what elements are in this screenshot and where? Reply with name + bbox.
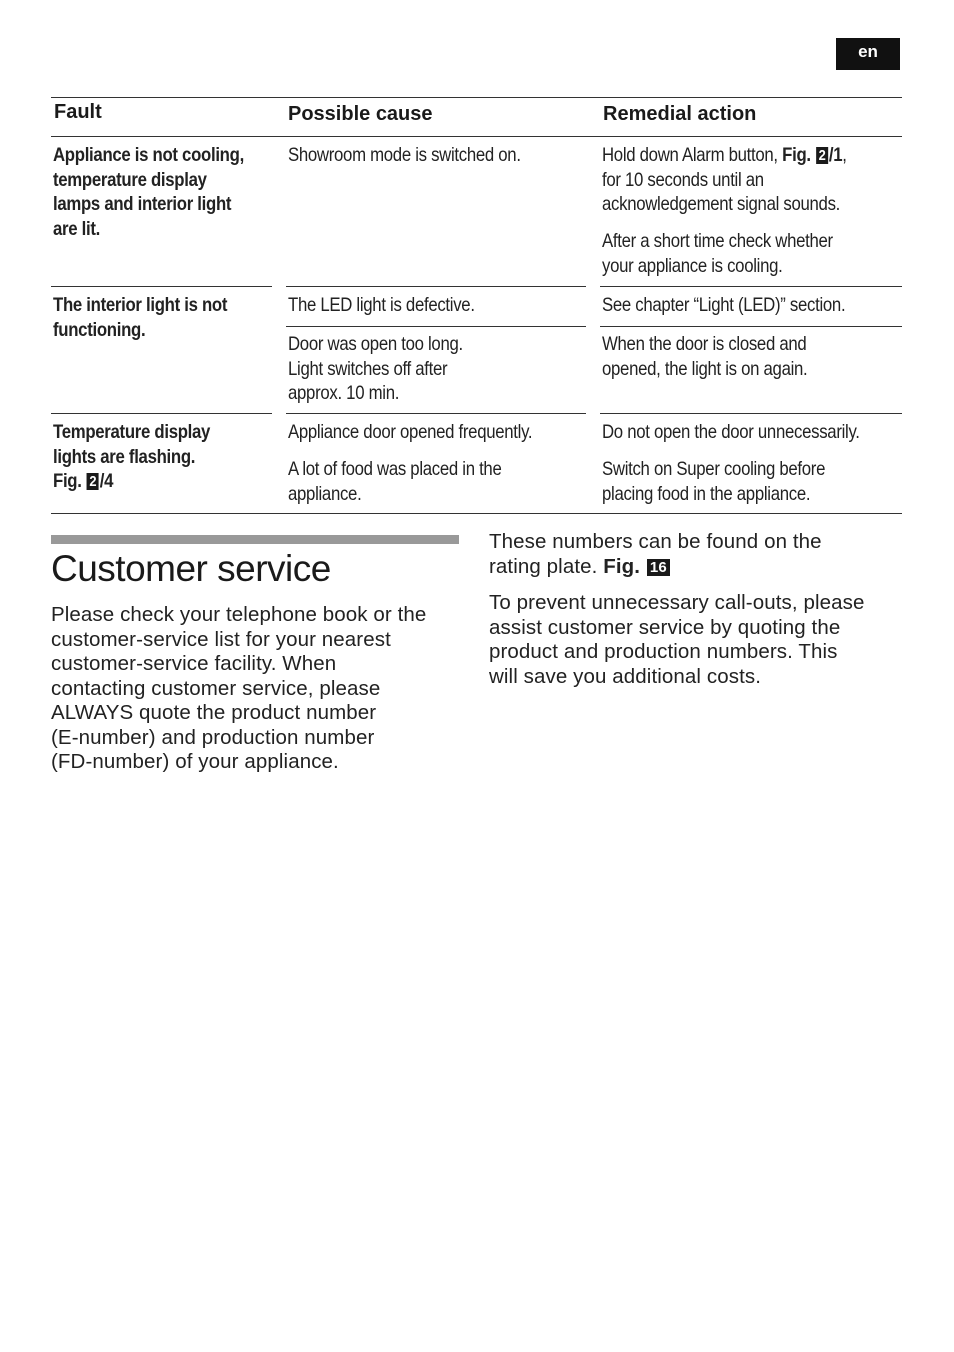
row-divider (286, 413, 586, 414)
fault-cell: The interior light is not functioning. (53, 294, 228, 341)
section-bar (51, 535, 459, 544)
table-bottom-rule (51, 513, 902, 514)
cause-cell: The LED light is defective. (288, 294, 475, 316)
header-possible-cause: Possible cause (288, 103, 433, 125)
row-divider (600, 286, 902, 287)
row-divider (51, 413, 272, 414)
call-out-paragraph: To prevent unnecessary call-outs, please assist customer service by quoting the product and production numbers. This will save you additional costs. (489, 591, 865, 688)
language-tab: en (836, 38, 900, 70)
figure-reference-icon: 2 (816, 147, 828, 164)
remedy-cell: Switch on Super cooling before placing food in the appliance. (602, 458, 826, 505)
cause-cell: A lot of food was placed in the appliance. (288, 458, 502, 505)
table-header-rule (51, 136, 902, 137)
cause-cell: Door was open too long. Light switches off after approx. 10 min. (288, 333, 463, 404)
header-remedial-action: Remedial action (603, 103, 757, 125)
fault-cell: Temperature display lights are flashing. Fig. 2 /4 (53, 421, 211, 492)
remedy-cell: See chapter “Light (LED)” section. (602, 294, 846, 316)
remedy-cell: When the door is closed and opened, the light is on again. (602, 333, 808, 380)
customer-service-paragraph: Please check your telephone book or the customer-service list for your nearest customer-service facility. When contacting customer service, please ALWAYS quote the product number (E-number) and production number (FD-number) of your appliance. (51, 603, 427, 773)
remedy-cell: Do not open the door unnecessarily. (602, 421, 860, 443)
figure-reference-icon: 16 (647, 559, 670, 576)
remedy-cell: Hold down Alarm button, Fig. 2 /1, for 10 seconds until an acknowledgement signal sounds. (602, 144, 847, 215)
header-fault: Fault (54, 101, 102, 123)
remedy-cell: After a short time check whether your appliance is cooling. (602, 230, 833, 277)
table-top-rule (51, 97, 902, 98)
figure-reference-icon: 2 (87, 473, 99, 490)
subrow-divider (286, 326, 586, 327)
cause-cell: Showroom mode is switched on. (288, 144, 521, 166)
section-title: Customer service (51, 548, 331, 589)
cause-cell: Appliance door opened frequently. (288, 421, 533, 443)
subrow-divider (600, 326, 902, 327)
row-divider (600, 413, 902, 414)
row-divider (51, 286, 272, 287)
row-divider (286, 286, 586, 287)
fault-cell: Appliance is not cooling, temperature display lamps and interior light are lit. (53, 144, 244, 240)
rating-plate-paragraph: These numbers can be found on the rating plate. Fig. 16 (489, 530, 822, 578)
